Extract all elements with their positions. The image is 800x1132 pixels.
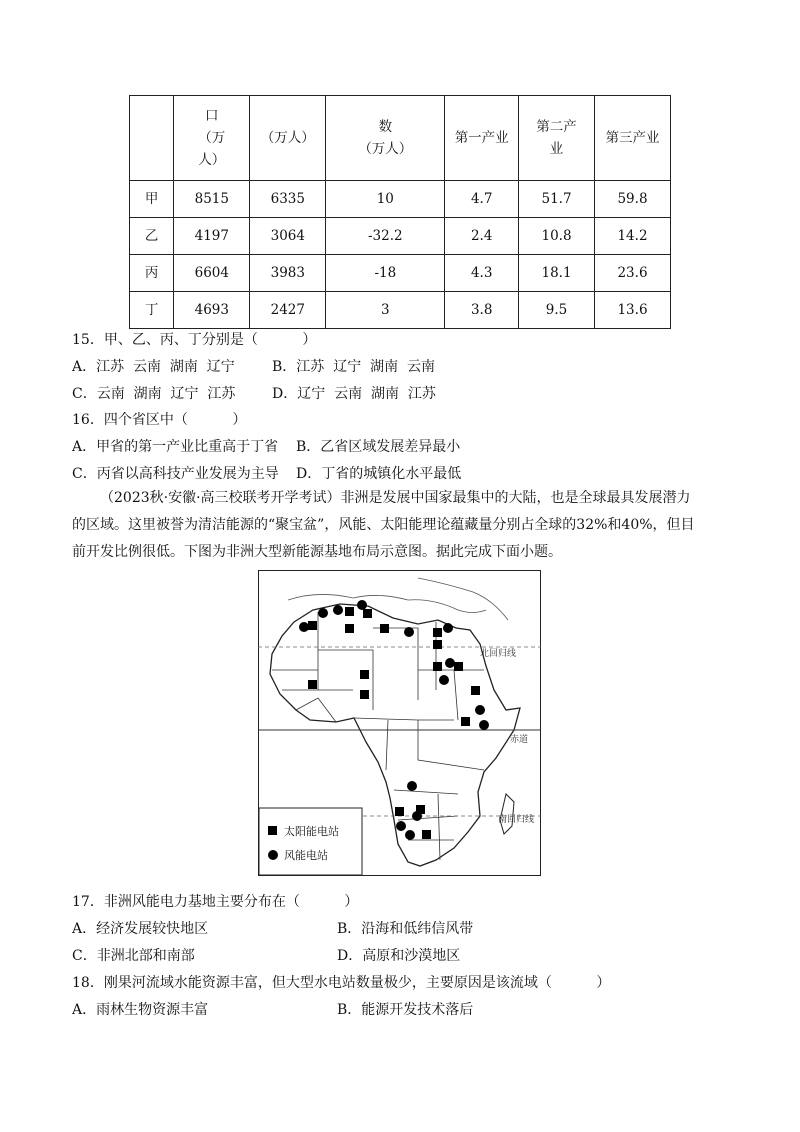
solar-station-marker: [308, 621, 317, 630]
option-17b: B．沿海和低纬信风带: [337, 921, 474, 937]
wind-station-marker: [405, 830, 415, 840]
data-table: [129, 95, 671, 329]
table-cell: 甲: [130, 181, 174, 218]
option-16c: C．丙省以高科技产业发展为主导: [72, 466, 279, 482]
table-cell: 4.7: [445, 181, 519, 218]
table-cell: 6335: [250, 181, 326, 218]
table-header-row: [130, 96, 671, 181]
solar-station-marker: [422, 830, 431, 839]
table-cell: 23.6: [595, 255, 671, 292]
table-cell: 18.1: [519, 255, 595, 292]
equator-label: 赤道: [510, 734, 529, 744]
table-cell: 2427: [250, 292, 326, 329]
option-15a: A．江苏 云南 湖南 辽宁: [72, 359, 235, 375]
question-18-stem: 18．刚果河流域水能资源丰富，但大型水电站数量极少，主要原因是该流域（ ）: [72, 975, 611, 991]
question-17-stem: 17．非洲风能电力基地主要分布在（ ）: [72, 894, 359, 910]
wind-station-marker: [445, 658, 455, 668]
passage-line: （2023秋·安徽·高三校联考开学考试）非洲是发展中国家最集中的大陆，也是全球最具发展潜力: [100, 490, 691, 506]
wind-legend-icon: [268, 850, 278, 860]
table-cell: 10: [326, 181, 445, 218]
solar-station-marker: [363, 609, 372, 618]
header-cell: 第二产 业: [519, 96, 595, 181]
option-16b: B．乙省区域发展差异最小: [296, 439, 461, 455]
table-cell: 13.6: [595, 292, 671, 329]
table-cell: 3: [326, 292, 445, 329]
option-15c: C．云南 湖南 辽宁 江苏: [72, 386, 236, 402]
wind-station-marker: [407, 781, 417, 791]
table-cell: 2.4: [445, 218, 519, 255]
solar-station-marker: [308, 680, 317, 689]
solar-station-marker: [433, 662, 442, 671]
tropic-north-label: 北回归线: [480, 648, 517, 658]
wind-station-marker: [479, 720, 489, 730]
table-cell: 丙: [130, 255, 174, 292]
solar-station-marker: [433, 628, 442, 637]
header-cell: 第三产业: [595, 96, 671, 181]
header-cell: 口 （万 人）: [174, 96, 250, 181]
option-16d: D．丁省的城镇化水平最低: [296, 466, 462, 482]
solar-station-marker: [360, 670, 369, 679]
table-cell: 3.8: [445, 292, 519, 329]
map-legend: [259, 808, 362, 875]
table-cell: 51.7: [519, 181, 595, 218]
table-cell: 3983: [250, 255, 326, 292]
table-cell: 4.3: [445, 255, 519, 292]
table-cell: 3064: [250, 218, 326, 255]
header-cell: [130, 96, 174, 181]
table-row: [130, 292, 671, 329]
wind-station-marker: [475, 705, 485, 715]
wind-station-marker: [333, 605, 343, 615]
table-cell: 6604: [174, 255, 250, 292]
option-17d: D．高原和沙漠地区: [337, 948, 461, 964]
table-row: [130, 181, 671, 218]
header-cell: 数 （万人）: [326, 96, 445, 181]
wind-station-marker: [404, 627, 414, 637]
passage-line: 的区域。这里被誉为清洁能源的“聚宝盆”，风能、太阳能理论蕴藏量分别占全球的32%和40%，但目: [72, 517, 695, 533]
option-17a: A．经济发展较快地区: [72, 921, 209, 937]
table-cell: -32.2: [326, 218, 445, 255]
solar-legend-label: 太阳能电站: [284, 826, 339, 838]
table-cell: 9.5: [519, 292, 595, 329]
tropic-south-label: 南回归线: [498, 814, 535, 824]
table-cell: 8515: [174, 181, 250, 218]
option-17c: C．非洲北部和南部: [72, 948, 195, 964]
table-cell: 丁: [130, 292, 174, 329]
table-cell: 59.8: [595, 181, 671, 218]
solar-station-marker: [345, 607, 354, 616]
table-cell: 4197: [174, 218, 250, 255]
solar-station-marker: [461, 717, 470, 726]
wind-station-marker: [396, 821, 406, 831]
wind-station-marker: [439, 675, 449, 685]
table-row: [130, 218, 671, 255]
solar-station-marker: [454, 662, 463, 671]
table-cell: 10.8: [519, 218, 595, 255]
table-cell: 4693: [174, 292, 250, 329]
wind-station-marker: [318, 608, 328, 618]
option-15b: B．江苏 辽宁 湖南 云南: [272, 359, 435, 375]
table-cell: 14.2: [595, 218, 671, 255]
solar-station-marker: [360, 690, 369, 699]
question-16-stem: 16．四个省区中（ ）: [72, 412, 247, 428]
africa-energy-map: [258, 570, 541, 876]
option-15d: D．辽宁 云南 湖南 江苏: [272, 386, 436, 402]
header-cell: 第一产业: [445, 96, 519, 181]
header-cell: （万人）: [250, 96, 326, 181]
table-row: [130, 255, 671, 292]
solar-station-marker: [433, 640, 442, 649]
option-18b: B．能源开发技术落后: [337, 1002, 474, 1018]
table-cell: 乙: [130, 218, 174, 255]
wind-station-marker: [357, 600, 367, 610]
option-16a: A．甲省的第一产业比重高于丁省: [72, 439, 279, 455]
question-15-stem: 15．甲、乙、丙、丁分别是（ ）: [72, 332, 317, 348]
solar-station-marker: [471, 686, 480, 695]
table-cell: -18: [326, 255, 445, 292]
solar-station-marker: [395, 807, 404, 816]
passage-line: 前开发比例很低。下图为非洲大型新能源基地布局示意图。据此完成下面小题。: [72, 544, 562, 560]
solar-legend-icon: [268, 826, 277, 835]
passage: [72, 485, 732, 566]
wind-station-marker: [443, 623, 453, 633]
solar-station-marker: [380, 624, 389, 633]
wind-legend-label: 风能电站: [284, 850, 328, 862]
solar-station-marker: [345, 624, 354, 633]
option-18a: A．雨林生物资源丰富: [72, 1002, 209, 1018]
wind-station-marker: [412, 811, 422, 821]
wind-station-marker: [299, 622, 309, 632]
